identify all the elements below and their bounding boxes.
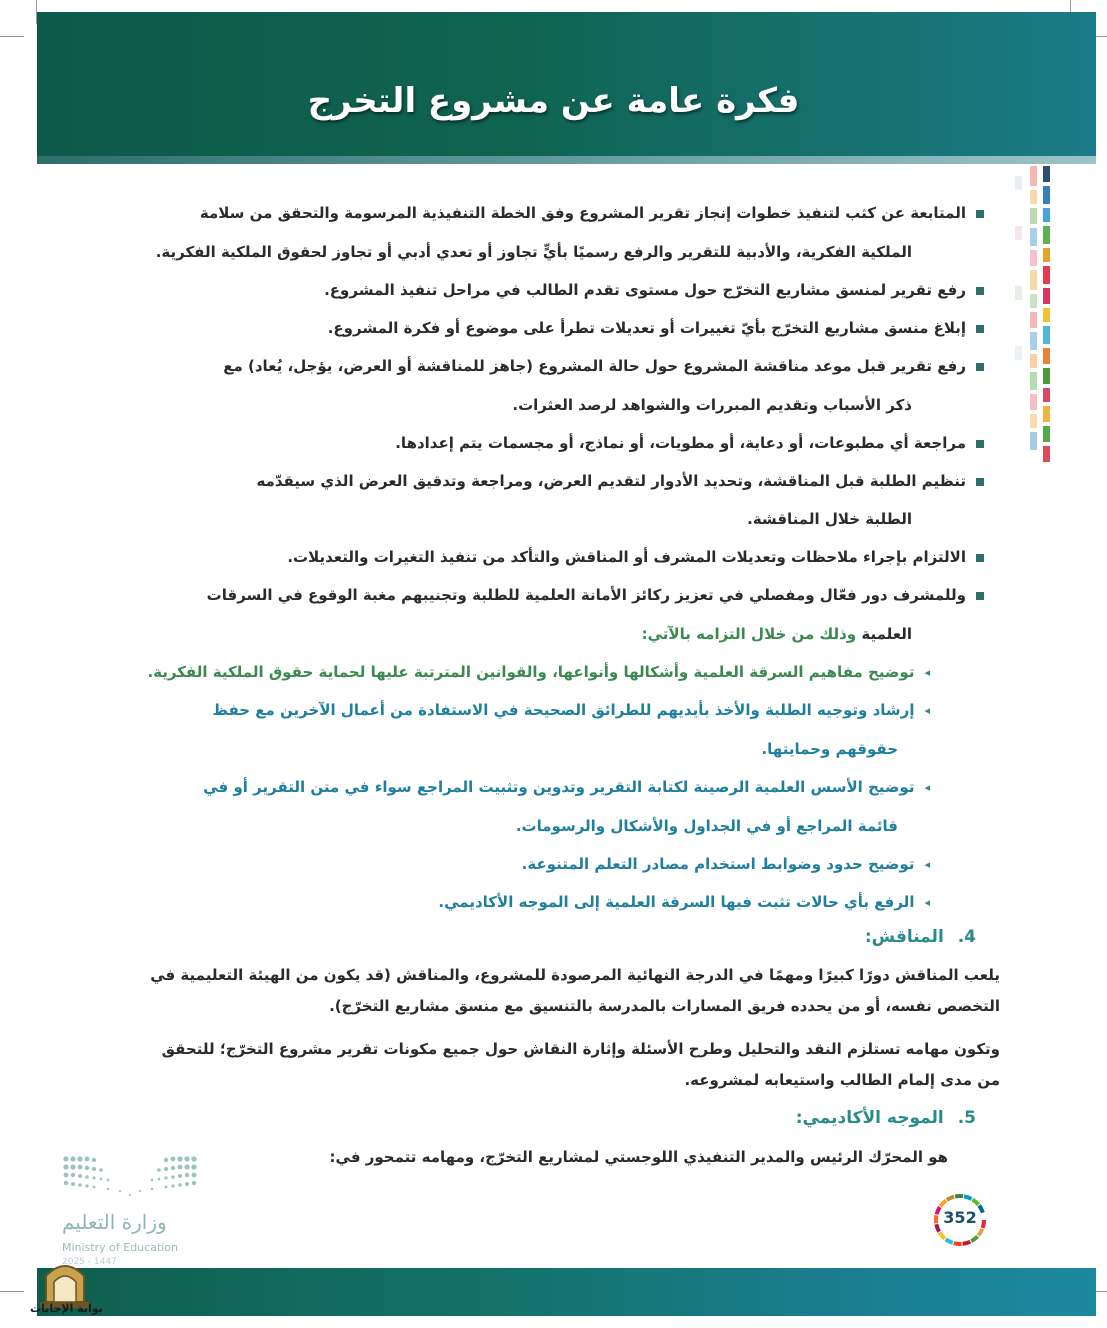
body-line-continuation bbox=[156, 243, 912, 261]
body-line bbox=[438, 893, 930, 911]
body-line-text: حقوقهم وحمايتها. bbox=[761, 740, 898, 758]
section-4-number: 4. bbox=[957, 927, 976, 947]
section-4-line: من مدى إلمام الطالب واستيعابه لمشروعه. bbox=[684, 1071, 1000, 1089]
body-line-text: وللمشرف دور فعّال ومفصلي في تعزيز ركائز الأمانة العلمية للطلبة وتجنيبهم مغبة الوقوع في السرقات bbox=[206, 586, 966, 604]
body-line bbox=[328, 319, 984, 337]
body-line-text: ذكر الأسباب وتقديم المبررات والشواهد لرصد العثرات. bbox=[512, 396, 912, 414]
body-line bbox=[200, 204, 984, 222]
section-4-heading bbox=[865, 927, 976, 947]
bullet-square-icon bbox=[976, 210, 984, 218]
bullet-square-icon bbox=[976, 363, 984, 371]
bullet-triangle-icon: ◂ bbox=[924, 704, 930, 717]
body-line-text: توضيح مفاهيم السرقة العلمية وأشكالها وأنواعها، والقوانين المترتبة عليها لحماية حقوق الملكية الفكرية. bbox=[147, 663, 915, 681]
crop-mark bbox=[0, 36, 24, 37]
body-line bbox=[207, 586, 984, 604]
body-line-text: قائمة المراجع أو في الجداول والأشكال والرسومات. bbox=[515, 817, 898, 835]
section-4-line: التخصص نفسه، أو من يحدده فريق المسارات بالمدرسة بالتنسيق مع منسق مشاريع التخرّج). bbox=[329, 997, 1000, 1015]
section-5-heading bbox=[796, 1108, 976, 1128]
body-line-text: الرفع بأي حالات تثبت فيها السرقة العلمية إلى الموجه الأكاديمي. bbox=[438, 893, 915, 911]
section-4-title: المناقش: bbox=[864, 927, 944, 947]
body-line-text: إرشاد وتوجيه الطلبة والأخذ بأيديهم للطرائق الصحيحة في الاستفادة من أعمال الآخرين مع حفظ bbox=[212, 701, 915, 719]
body-line bbox=[324, 281, 984, 299]
body-line-colored-part: وذلك من خلال التزامه بالآتي: bbox=[641, 625, 857, 643]
bullet-triangle-icon: ◂ bbox=[924, 781, 930, 794]
bullet-square-icon bbox=[976, 478, 984, 486]
body-line-text: رفع تقرير لمنسق مشاريع التخرّج حول مستوى تقدم الطالب في مراحل تنفيذ المشروع. bbox=[324, 281, 966, 299]
body-line-continuation bbox=[761, 740, 898, 758]
ministry-year: 2025 - 1447 bbox=[62, 1257, 117, 1267]
bullet-square-icon bbox=[976, 440, 984, 448]
body-line bbox=[287, 548, 984, 566]
body-line-continuation bbox=[747, 510, 912, 528]
body-line-text: الالتزام بإجراء ملاحظات وتعديلات المشرف أو المناقش والتأكد من تنفيذ التغيرات والتعديلات. bbox=[287, 548, 966, 566]
body-line bbox=[147, 663, 930, 681]
section-5-title: الموجه الأكاديمي: bbox=[795, 1108, 944, 1128]
body-line bbox=[212, 701, 930, 719]
body-line-continuation bbox=[512, 396, 912, 414]
body-line-continuation bbox=[642, 625, 912, 643]
section-5-number: 5. bbox=[957, 1108, 976, 1128]
body-line-text: رفع تقرير قبل موعد مناقشة المشروع حول حالة المشروع (جاهز للمناقشة أو العرض، يؤجل، يُعاد) مع bbox=[223, 357, 966, 375]
bullet-triangle-icon: ◂ bbox=[924, 858, 930, 871]
section-4-line: يلعب المناقش دورًا كبيرًا ومهمًا في الدرجة النهائية المرصودة للمشروع، والمناقش (قد يكون من الهيئة التعليمية في bbox=[150, 966, 1000, 984]
bullet-triangle-icon: ◂ bbox=[924, 666, 930, 679]
body-line-text: توضيح حدود وضوابط استخدام مصادر التعلم المتنوعة. bbox=[521, 855, 915, 873]
body-line bbox=[522, 855, 930, 873]
page-title: فكرة عامة عن مشروع التخرج bbox=[307, 81, 800, 121]
section-5-line: هو المحرّك الرئيس والمدير التنفيذي اللوجستي لمشاريع التخرّج، ومهامه تتمحور في: bbox=[329, 1148, 948, 1166]
portal-watermark-text: بوابة الإجابات bbox=[30, 1302, 103, 1315]
crop-mark bbox=[0, 1291, 24, 1292]
body-line bbox=[395, 434, 984, 452]
body-line-dark-part: العلمية bbox=[856, 625, 912, 643]
decorative-stripes bbox=[1014, 166, 1054, 476]
title-banner-edge bbox=[37, 156, 1096, 164]
body-line-text: المتابعة عن كثب لتنفيذ خطوات إنجاز تقرير المشروع وفق الخطة التنفيذية المرسومة والتحقق من سلامة bbox=[199, 204, 966, 222]
ministry-name-arabic: وزارة التعليم bbox=[62, 1210, 167, 1234]
body-line bbox=[256, 472, 984, 490]
body-line-text: الطلبة خلال المناقشة. bbox=[747, 510, 912, 528]
body-line-text: توضيح الأسس العلمية الرصينة لكتابة التقرير وتدوين وتثبيت المراجع سواء في متن التقرير أو في bbox=[203, 778, 915, 796]
bullet-square-icon bbox=[976, 325, 984, 333]
body-line bbox=[223, 357, 984, 375]
body-line-text: الملكية الفكرية، والأدبية للتقرير والرفع رسميًا بأيٍّ تجاوز أو تعدي أدبي أو تجاوز لحقوق الملكية الفكرية. bbox=[155, 243, 912, 261]
ministry-name-english: Ministry of Education bbox=[62, 1241, 179, 1254]
ministry-logo-icon bbox=[62, 1155, 198, 1201]
bullet-square-icon bbox=[976, 554, 984, 562]
body-line-continuation bbox=[516, 817, 898, 835]
body-line-text bbox=[642, 625, 912, 643]
body-line-text: تنظيم الطلبة قبل المناقشة، وتحديد الأدوار لتقديم العرض، ومراجعة وتدقيق العرض الذي سيقدّمه bbox=[256, 472, 966, 490]
page-number: 352 bbox=[943, 1208, 977, 1227]
body-line bbox=[203, 778, 930, 796]
section-4-line: وتكون مهامه تستلزم النقد والتحليل وطرح الأسئلة وإثارة النقاش حول جميع مكونات تقرير مشروع التخرّج؛ للتحقق bbox=[161, 1040, 1000, 1058]
bullet-triangle-icon: ◂ bbox=[924, 896, 930, 909]
bullet-square-icon bbox=[976, 287, 984, 295]
bullet-square-icon bbox=[976, 592, 984, 600]
footer-bar bbox=[37, 1268, 1096, 1316]
body-line-text: مراجعة أي مطبوعات، أو دعاية، أو مطويات، أو نماذج، أو مجسمات يتم إعدادها. bbox=[395, 434, 966, 452]
body-line-text: إبلاغ منسق مشاريع التخرّج بأيّ تغييرات أو تعديلات تطرأ على موضوع أو فكرة المشروع. bbox=[327, 319, 966, 337]
